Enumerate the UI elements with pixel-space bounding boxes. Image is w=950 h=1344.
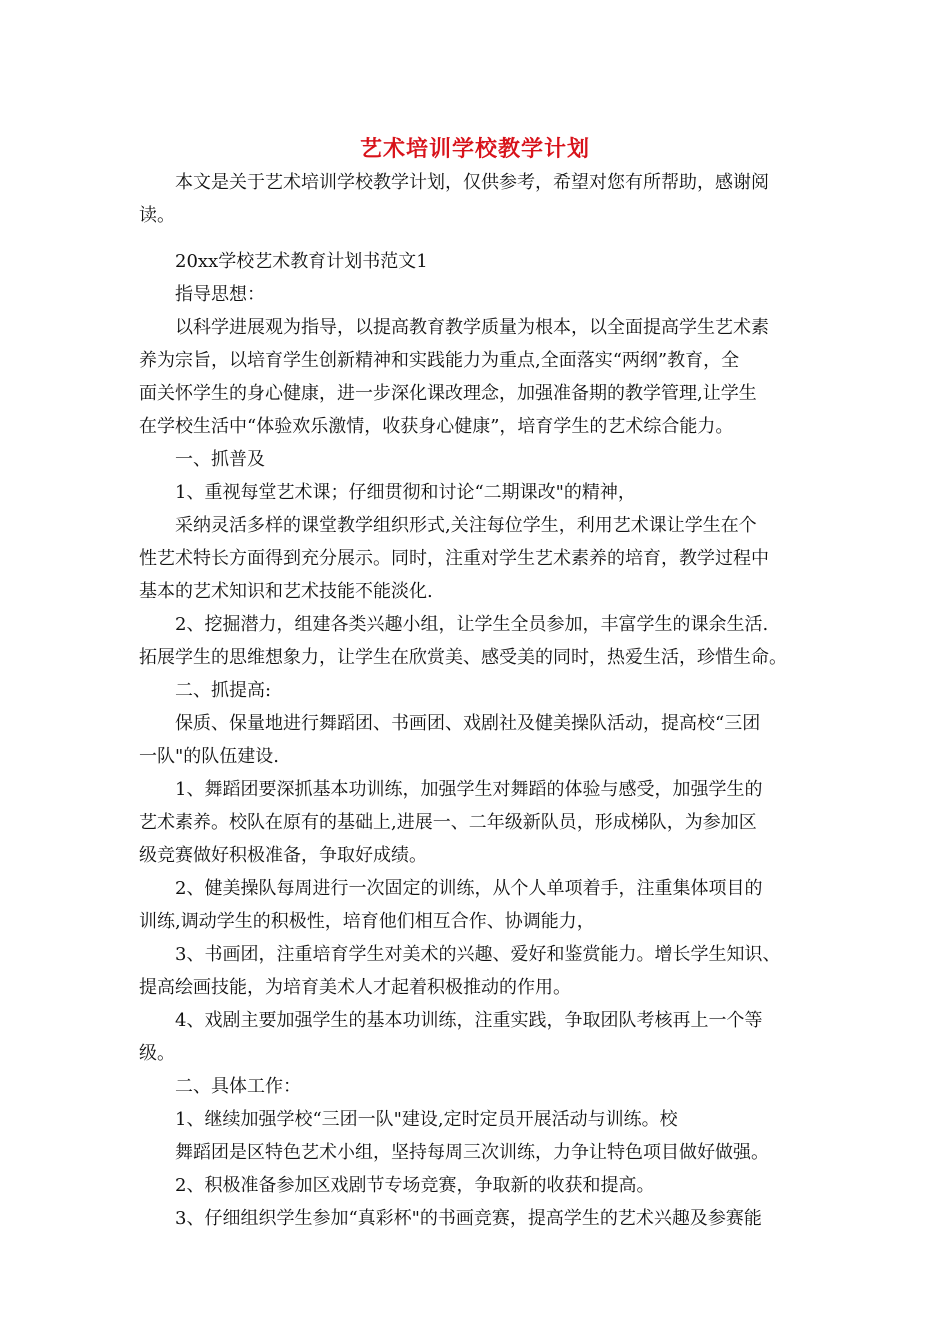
text-line: 2、积极准备参加区戏剧节专场竞赛，争取新的收获和提高。 xyxy=(175,1175,655,1196)
document-body xyxy=(139,166,829,1235)
text-line: 3、书画团，注重培育学生对美术的兴趣、爱好和鉴赏能力。增长学生知识、 xyxy=(175,944,781,965)
text-line: 2、挖掘潜力，组建各类兴趣小组，让学生全员参加，丰富学生的课余生活. xyxy=(175,614,769,635)
text-line: 性艺术特长方面得到充分展示。同时，注重对学生艺术素养的培育，教学过程中 xyxy=(139,548,769,569)
text-line: 一、抓普及 xyxy=(175,449,265,470)
text-line: 1、重视每堂艺术课；仔细贯彻和讨论“二期课改"的精神， xyxy=(175,482,636,503)
text-line: 指导思想： xyxy=(175,284,265,305)
paragraph-gap xyxy=(139,232,829,245)
text-line: 拓展学生的思维想象力，让学生在欣赏美、感受美的同时，热爱生活，珍惜生命。 xyxy=(139,647,787,668)
text-line: 1、继续加强学校“三团一队"建设,定时定员开展活动与训练。校 xyxy=(175,1109,678,1130)
text-line: 本文是关于艺术培训学校教学计划，仅供参考，希望对您有所帮助，感谢阅 xyxy=(175,172,769,193)
text-line: 训练,调动学生的积极性，培育他们相互合作、协调能力， xyxy=(139,911,595,932)
text-line: 采纳灵活多样的课堂教学组织形式,关注每位学生，利用艺术课让学生在个 xyxy=(175,515,757,536)
text-line: 20xx学校艺术教育计划书范文1 xyxy=(175,251,428,272)
text-line: 3、仔细组织学生参加“真彩杯"的书画竞赛，提高学生的艺术兴趣及参赛能 xyxy=(175,1208,762,1229)
document-title: 艺术培训学校教学计划 xyxy=(359,136,590,162)
text-line: 提高绘画技能，为培育美术人才起着积极推动的作用。 xyxy=(139,977,571,998)
text-line: 保质、保量地进行舞蹈团、书画团、戏剧社及健美操队活动，提高校“三团 xyxy=(175,713,761,734)
text-line: 在学校生活中“体验欢乐激情，收获身心健康”，培育学生的艺术综合能力。 xyxy=(139,416,734,437)
text-line: 二、抓提高: xyxy=(175,680,272,701)
text-line: 一队"的队伍建设. xyxy=(139,746,280,767)
text-line: 舞蹈团是区特色艺术小组，坚持每周三次训练，力争让特色项目做好做强。 xyxy=(175,1142,769,1163)
text-line: 级竞赛做好积极准备，争取好成绩。 xyxy=(139,845,427,866)
text-line: 2、健美操队每周进行一次固定的训练，从个人单项着手，注重集体项目的 xyxy=(175,878,763,899)
text-line: 基本的艺术知识和艺术技能不能淡化. xyxy=(139,581,433,602)
text-line: 养为宗旨，以培育学生创新精神和实践能力为重点,全面落实“两纲”教育，全 xyxy=(139,350,740,371)
text-line: 4、戏剧主要加强学生的基本功训练，注重实践，争取团队考核再上一个等 xyxy=(175,1010,763,1031)
text-line: 1、舞蹈团要深抓基本功训练，加强学生对舞蹈的体验与感受，加强学生的 xyxy=(175,779,763,800)
text-line: 面关怀学生的身心健康，进一步深化课改理念，加强准备期的教学管理,让学生 xyxy=(139,383,757,404)
text-line: 艺术素养。校队在原有的基础上,进展一、二年级新队员，形成梯队，为参加区 xyxy=(139,812,757,833)
text-line: 二、具体工作： xyxy=(175,1076,301,1097)
text-line: 读。 xyxy=(139,205,175,226)
text-line: 以科学进展观为指导，以提高教育教学质量为根本，以全面提高学生艺术素 xyxy=(175,317,769,338)
text-line: 级。 xyxy=(139,1043,175,1064)
